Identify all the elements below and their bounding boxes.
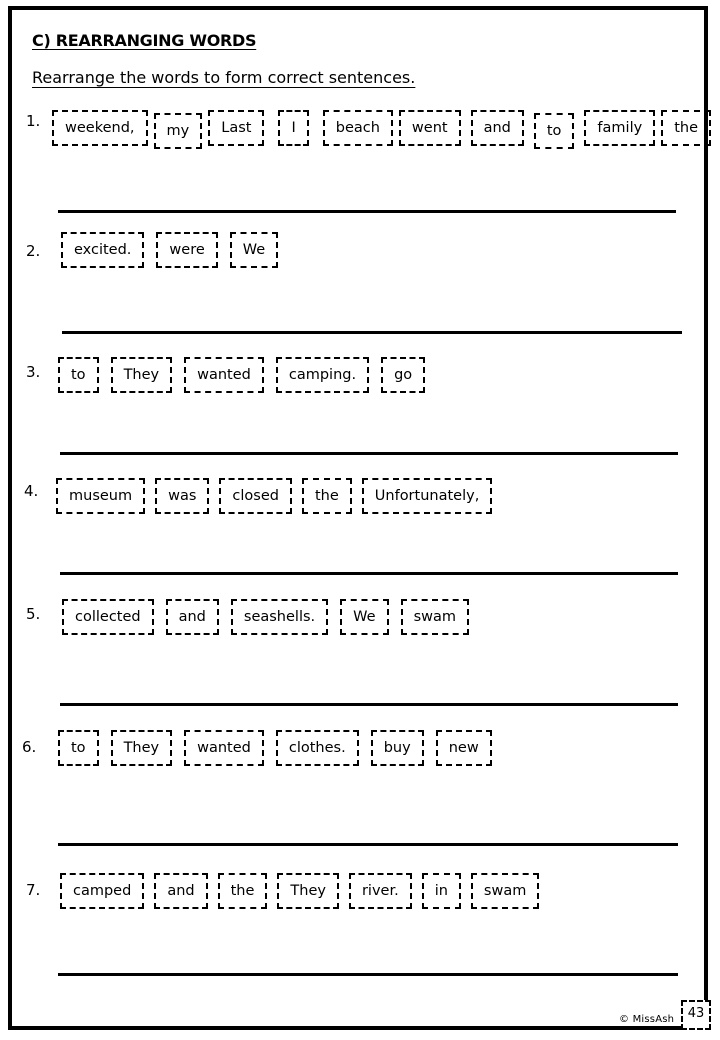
answer-line[interactable]	[60, 572, 678, 575]
word-tile[interactable]: swam	[471, 873, 539, 909]
word-tile[interactable]: was	[155, 478, 209, 514]
word-tile[interactable]: the	[302, 478, 352, 514]
word-tile[interactable]: the	[218, 873, 268, 909]
question-number: 2.	[26, 242, 41, 260]
answer-line[interactable]	[58, 843, 678, 846]
question-2	[0, 230, 720, 360]
word-tile[interactable]: and	[154, 873, 207, 909]
copyright-text: © MissAsh	[619, 1014, 675, 1025]
word-tile[interactable]: and	[471, 110, 524, 146]
word-tile[interactable]: clothes.	[276, 730, 359, 766]
word-tiles	[58, 357, 425, 393]
word-tile[interactable]: beach	[323, 110, 393, 146]
word-tiles	[60, 873, 539, 909]
word-tile[interactable]: Unfortunately,	[362, 478, 493, 514]
word-tile[interactable]: the	[661, 110, 711, 146]
word-tile[interactable]: family	[584, 110, 655, 146]
word-tile[interactable]: seashells.	[231, 599, 328, 635]
word-tile[interactable]: Last	[208, 110, 264, 146]
word-tile[interactable]: buy	[371, 730, 424, 766]
word-tile[interactable]: new	[436, 730, 492, 766]
word-tile[interactable]: I	[278, 110, 308, 146]
word-tile[interactable]: They	[111, 357, 173, 393]
question-number: 4.	[24, 482, 39, 500]
answer-line[interactable]	[60, 703, 678, 706]
question-6	[0, 730, 720, 860]
word-tile[interactable]: and	[166, 599, 219, 635]
word-tile[interactable]: excited.	[61, 232, 144, 268]
answer-line[interactable]	[58, 973, 678, 976]
question-3	[0, 355, 720, 485]
question-7	[0, 873, 720, 1003]
word-tile[interactable]: in	[422, 873, 461, 909]
question-number: 7.	[26, 881, 41, 899]
word-tile[interactable]: camped	[60, 873, 144, 909]
answer-line[interactable]	[60, 452, 678, 455]
question-number: 6.	[22, 738, 37, 756]
word-tile[interactable]: river.	[349, 873, 412, 909]
word-tiles	[62, 599, 469, 635]
word-tile[interactable]: We	[340, 599, 388, 635]
word-tile[interactable]: wanted	[184, 730, 264, 766]
word-tile[interactable]: They	[111, 730, 173, 766]
answer-line[interactable]	[58, 210, 676, 213]
word-tile[interactable]: went	[399, 110, 461, 146]
word-tile[interactable]: camping.	[276, 357, 369, 393]
instruction: Rearrange the words to form correct sentences.	[32, 68, 416, 87]
page-number: 43	[681, 1000, 711, 1030]
word-tile[interactable]: go	[381, 357, 425, 393]
question-number: 5.	[26, 605, 41, 623]
word-tile[interactable]: to	[58, 357, 99, 393]
word-tiles	[56, 478, 492, 514]
answer-line[interactable]	[62, 331, 682, 334]
question-1	[0, 108, 720, 238]
word-tile[interactable]: swam	[401, 599, 469, 635]
word-tile[interactable]: my	[154, 113, 203, 149]
word-tile[interactable]: collected	[62, 599, 154, 635]
question-number: 1.	[26, 112, 41, 130]
word-tile[interactable]: We	[230, 232, 278, 268]
word-tile[interactable]: wanted	[184, 357, 264, 393]
question-5	[0, 597, 720, 727]
word-tile[interactable]: were	[156, 232, 217, 268]
question-number: 3.	[26, 363, 41, 381]
word-tile[interactable]: museum	[56, 478, 145, 514]
word-tiles	[61, 232, 278, 268]
word-tile[interactable]: They	[277, 873, 339, 909]
word-tiles	[52, 110, 711, 149]
word-tile[interactable]: to	[534, 113, 575, 149]
question-4	[0, 476, 720, 606]
section-title: C) REARRANGING WORDS	[32, 31, 257, 50]
word-tile[interactable]: weekend,	[52, 110, 148, 146]
word-tile[interactable]: to	[58, 730, 99, 766]
word-tile[interactable]: closed	[219, 478, 292, 514]
word-tiles	[58, 730, 492, 766]
